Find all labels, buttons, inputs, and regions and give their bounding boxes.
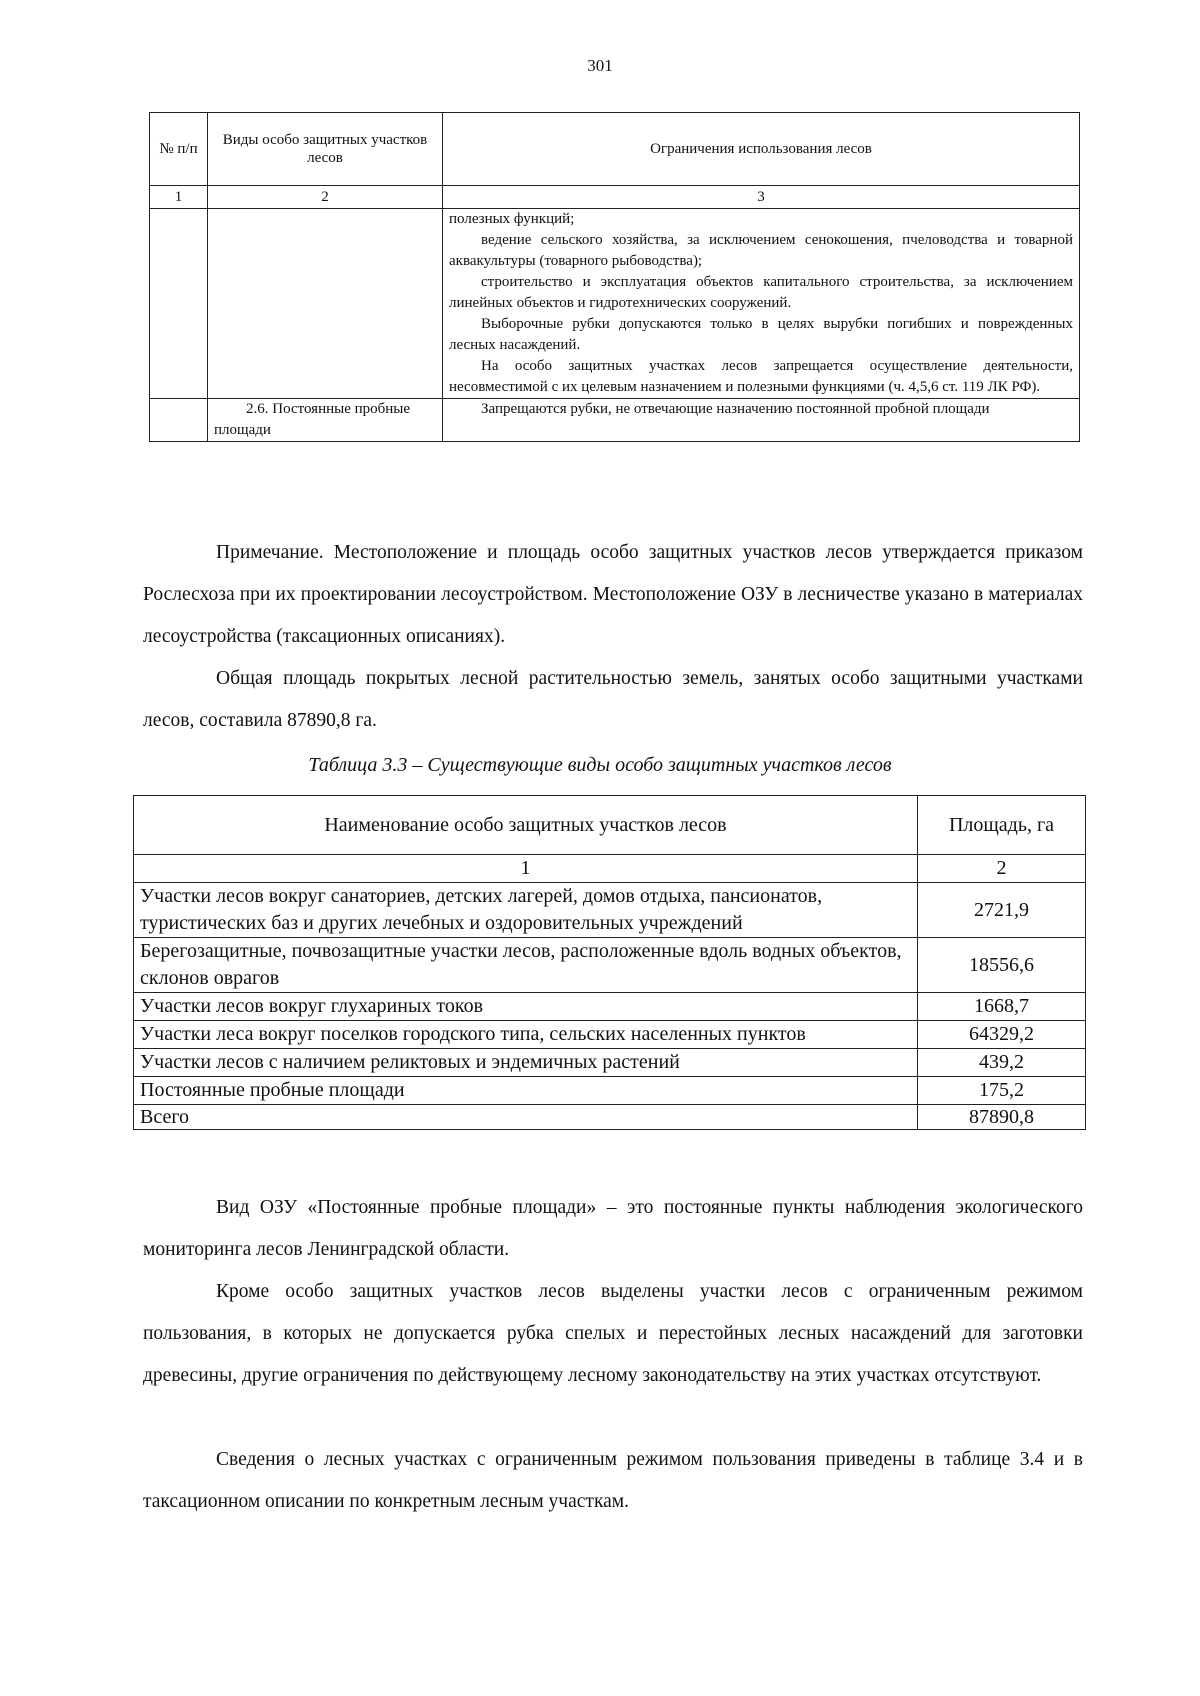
table-row [134,883,1086,938]
restriction-line: полезных функций; [449,211,575,227]
header-name: Наименование особо защитных участков лесов [134,796,918,855]
table-row [134,1021,1086,1049]
ozu-area: 1668,7 [918,993,1086,1021]
table-caption: Таблица 3.3 – Существующие виды особо защитных участков лесов [308,754,892,776]
column-number-row [134,855,1086,883]
restriction-line: Запрещаются рубки, не отвечающие назначению постоянной пробной площади [481,401,990,417]
restricted-paragraph: Кроме особо защитных участков лесов выделены участки лесов с ограниченным режимом пользования, в которых не допускается рубка спелых и перестойных лесных насаждений для заготовки древесины, другие ограничения по действующему лесному законодательству на этих участках отсутствуют. [143,1281,1083,1386]
column-number: 1 [150,186,208,209]
column-number: 2 [208,186,443,209]
header-kind: Виды особо защитных участков лесов [208,113,443,186]
table-row [134,993,1086,1021]
row-number [150,399,208,442]
restrictions-table [149,112,1080,442]
total-row [134,1105,1086,1130]
ozu-name: Участки леса вокруг поселков городского типа, сельских населенных пунктов [134,1021,918,1049]
column-number: 3 [443,186,1080,209]
header-restrictions: Ограничения использования лесов [443,113,1080,186]
row-restrictions [443,209,1080,399]
ozu-name: Участки лесов с наличием реликтовых и эндемичных растений [134,1049,918,1077]
header-number: № п/п [150,113,208,186]
ozu-name: Берегозащитные, почвозащитные участки лесов, расположенные вдоль водных объектов, склонов оврагов [134,938,918,993]
total-area-paragraph: Общая площадь покрытых лесной растительностью земель, занятых особо защитными участками лесов, составила 87890,8 га. [143,668,1083,731]
row-number [150,209,208,399]
restriction-line: Выборочные рубки допускаются только в целях вырубки погибших и поврежденных лесных насаждений. [449,316,1073,353]
ozu-name: Постоянные пробные площади [134,1077,918,1105]
table-row [134,938,1086,993]
ozu-area: 439,2 [918,1049,1086,1077]
row-kind: 2.6. Постоянные пробные площади [208,399,443,442]
table-row [134,1077,1086,1105]
ozu-name: Участки лесов вокруг санаториев, детских лагерей, домов отдыха, пансионатов, туристических баз и других лечебных и оздоровительных учреждений [134,883,918,938]
header-area: Площадь, га [918,796,1086,855]
row-restrictions [443,399,1080,442]
ozu-area: 64329,2 [918,1021,1086,1049]
table-row [150,399,1080,442]
ozu-table [133,795,1086,1130]
info-paragraph: Сведения о лесных участках с ограниченным режимом пользования приведены в таблице 3.4 и в таксационном описании по конкретным лесным участкам. [143,1449,1083,1512]
ozu-area: 18556,6 [918,938,1086,993]
column-number: 1 [134,855,918,883]
page-number: 301 [587,56,613,75]
ozu-area: 2721,9 [918,883,1086,938]
ozu-area: 175,2 [918,1077,1086,1105]
column-number: 2 [918,855,1086,883]
restriction-line: На особо защитных участках лесов запрещается осуществление деятельности, несовместимой с их целевым назначением и полезными функциями (ч. 4,5,6 ст. 119 ЛК РФ). [449,358,1073,395]
total-label: Всего [134,1105,918,1130]
ozu-name: Участки лесов вокруг глухариных токов [134,993,918,1021]
table-header-row [150,113,1080,186]
restriction-line: ведение сельского хозяйства, за исключением сенокошения, пчеловодства и товарной аквакультуры (товарного рыбоводства); [449,232,1073,269]
column-number-row [150,186,1080,209]
table-row [134,1049,1086,1077]
note-paragraph: Примечание. Местоположение и площадь особо защитных участков лесов утверждается приказом Рослесхоза при их проектировании лесоустройством. Местоположение ОЗУ в лесничестве указано в материалах лесоустройства (таксационных описаниях). [143,542,1083,647]
table-row [150,209,1080,399]
table-header-row [134,796,1086,855]
total-area: 87890,8 [918,1105,1086,1130]
restriction-line: строительство и эксплуатация объектов капитального строительства, за исключением линейных объектов и гидротехнических сооружений. [449,274,1073,311]
ozu-view-paragraph: Вид ОЗУ «Постоянные пробные площади» – это постоянные пункты наблюдения экологического мониторинга лесов Ленинградской области. [143,1197,1083,1260]
row-kind [208,209,443,399]
